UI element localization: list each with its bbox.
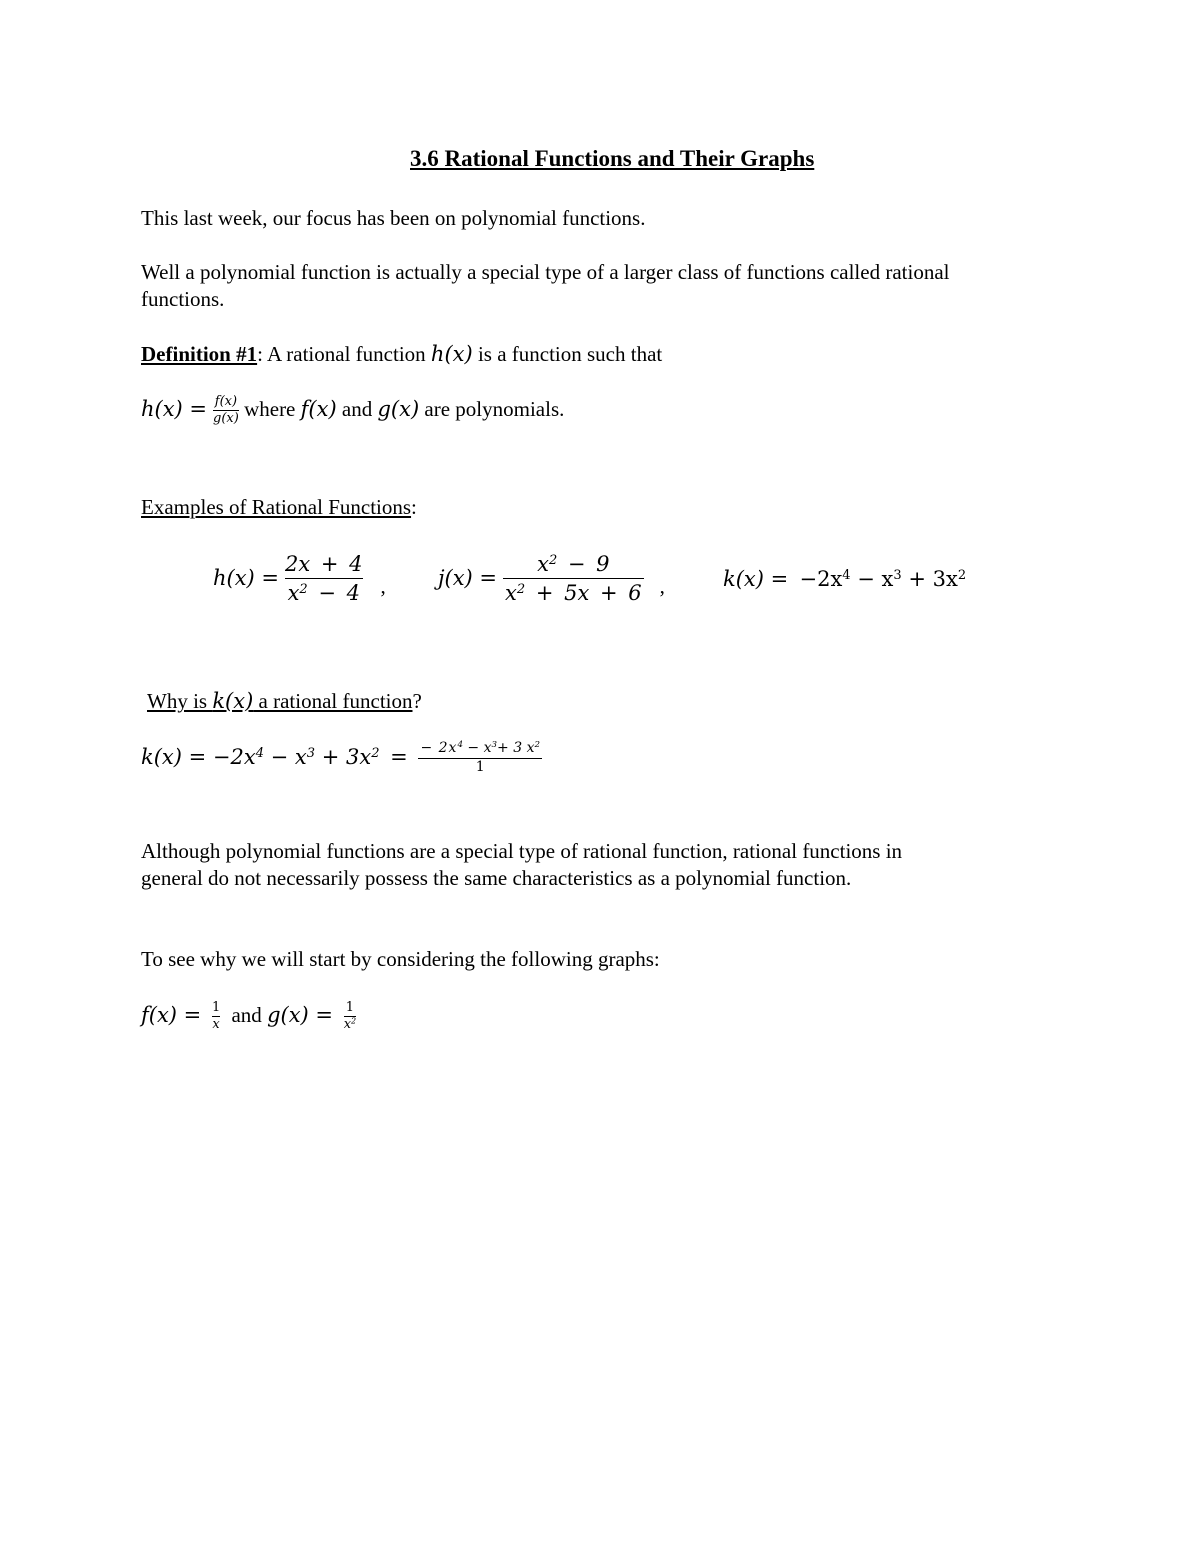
den-base: x	[505, 581, 517, 606]
exponent: 3	[306, 746, 316, 762]
fraction-denominator: g(x)	[213, 410, 239, 426]
fraction-numerator	[537, 550, 609, 578]
example-j	[438, 550, 665, 608]
exponent: 4	[457, 740, 463, 751]
definition-text: is a function such that	[472, 342, 663, 366]
fraction-denominator: x	[212, 1016, 220, 1032]
num-exponent: 2	[548, 552, 558, 568]
fraction	[344, 1000, 356, 1032]
fraction-denominator: 1	[475, 758, 485, 775]
term: − x	[462, 740, 492, 756]
examples-heading-text: Examples of Rational Functions	[141, 495, 412, 519]
math-lhs: h(x) =	[141, 397, 208, 422]
num-base: x	[537, 552, 549, 576]
math-g-lhs: g(x) =	[267, 1003, 340, 1028]
den-exponent: 2	[516, 582, 526, 598]
definition-label: Definition #1	[141, 342, 258, 366]
definition-colon: :	[257, 342, 263, 366]
math-rhs	[799, 567, 966, 591]
page-title: 3.6 Rational Functions and Their Graphs	[410, 146, 815, 171]
why-text	[147, 689, 413, 713]
math-lhs: j(x) =	[438, 566, 498, 591]
term: + 3x	[901, 567, 958, 591]
math-f-lhs: f(x) =	[141, 1003, 208, 1028]
math-gx: g(x)	[377, 397, 420, 422]
exponent: 4	[842, 567, 851, 583]
text: where	[238, 397, 301, 422]
den-exponent: 2	[299, 582, 308, 598]
exponent: 2	[957, 567, 967, 583]
text: are polynomials.	[419, 397, 565, 422]
term: + 3x	[315, 745, 372, 770]
definition-line	[141, 341, 662, 368]
fraction-numerator: 2x + 4	[285, 552, 363, 576]
exponent: 4	[255, 746, 264, 762]
math-lhs	[141, 744, 380, 771]
math-kx: k(x)	[212, 689, 254, 713]
text: Why is	[147, 689, 213, 713]
final-formulas	[141, 1000, 356, 1032]
comma: ,	[380, 574, 386, 599]
fraction	[213, 394, 239, 426]
fraction-denominator	[344, 1017, 356, 1033]
exponent: 3	[491, 740, 498, 751]
den-exponent: 2	[351, 1016, 357, 1026]
paragraph-line: Although polynomial functions are a special type of rational function, rational functions in	[141, 839, 903, 863]
fraction	[212, 1000, 220, 1032]
math-lhs: h(x) =	[213, 566, 280, 591]
paragraph-line: functions.	[141, 287, 225, 311]
den-base: x	[343, 1016, 352, 1032]
math-lhs: k(x) =	[723, 567, 789, 591]
intro-paragraph: This last week, our focus has been on polynomial functions.	[141, 206, 646, 230]
comma: ,	[659, 574, 665, 599]
equals: =	[383, 745, 415, 770]
why-question	[147, 688, 422, 715]
k-equation	[141, 740, 542, 776]
term: − x	[263, 745, 307, 770]
den-tail: + 5x + 6	[525, 581, 642, 606]
exponent: 3	[893, 567, 902, 583]
definition-formula	[141, 394, 564, 426]
text: a rational function	[253, 689, 413, 713]
term: − 2x	[420, 740, 458, 756]
examples-heading-colon: :	[411, 495, 417, 519]
fraction-numerator	[418, 740, 542, 758]
term: k(x) = −2x	[141, 745, 256, 770]
fraction	[503, 550, 644, 608]
math-hx: h(x)	[430, 342, 473, 366]
paragraph-line: general do not necessarily possess the same characteristics as a polynomial function.	[141, 866, 852, 890]
text: and	[226, 1003, 268, 1028]
den-base: x	[287, 581, 300, 606]
fraction	[285, 550, 363, 608]
term: − x	[850, 567, 894, 591]
paragraph-line: To see why we will start by considering the following graphs:	[141, 947, 660, 971]
example-k	[723, 566, 966, 593]
fraction-denominator	[503, 579, 644, 607]
exponent: 2	[371, 746, 380, 762]
example-h	[213, 550, 386, 608]
fraction	[418, 740, 542, 776]
text: and	[336, 397, 378, 422]
term: + 3 x	[497, 740, 535, 756]
fraction-denominator	[288, 579, 360, 607]
term: −2x	[799, 567, 843, 591]
fraction-numerator: f(x)	[214, 394, 238, 409]
definition-text: A rational function	[262, 342, 431, 366]
question-mark: ?	[412, 689, 422, 713]
exponent: 2	[534, 740, 540, 751]
fraction-numerator: 1	[211, 1000, 221, 1015]
paragraph-line: Well a polynomial function is actually a special type of a larger class of functions called rational	[141, 260, 950, 284]
num-tail: − 9	[557, 552, 610, 576]
math-fx: f(x)	[300, 397, 337, 422]
fraction-numerator: 1	[345, 1000, 355, 1015]
examples-heading	[141, 494, 417, 521]
den-tail: − 4	[307, 581, 360, 606]
